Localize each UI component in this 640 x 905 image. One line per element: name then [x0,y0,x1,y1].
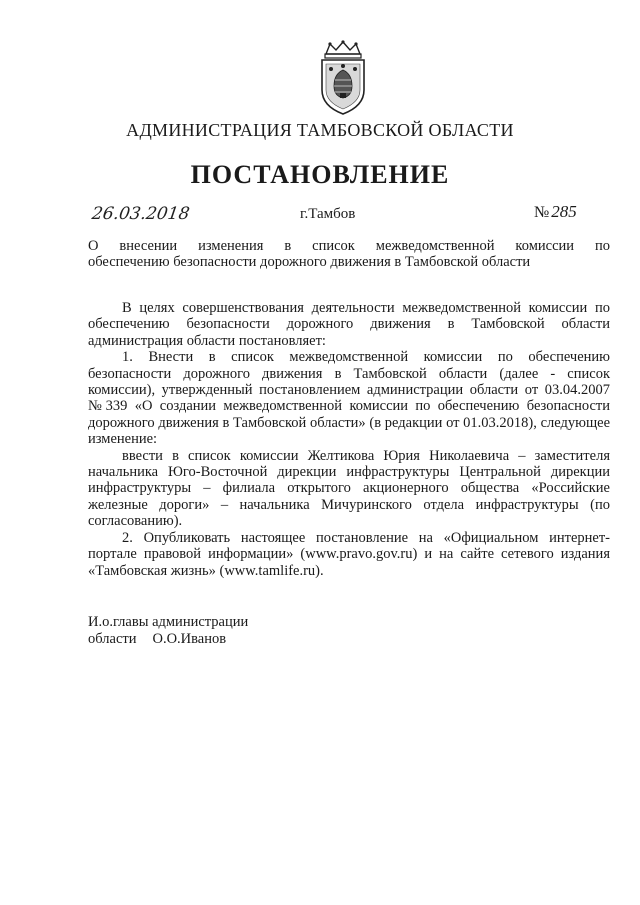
document-number [534,202,577,222]
tambov-coat-of-arms-icon [312,40,374,116]
document-type-title: ПОСТАНОВЛЕНИЕ [190,160,450,189]
document-body [88,300,610,579]
signature-name: О.О.Иванов [152,631,227,647]
signature-block [88,614,248,648]
subject-line-2: обеспечению безопасности дорожного движения в Тамбовской области [88,254,531,270]
number-value: 285 [551,202,577,221]
organization-title: АДМИНИСТРАЦИЯ ТАМБОВСКОЙ ОБЛАСТИ [126,120,514,140]
signature-position-line-2: области [88,631,137,647]
document-subject [88,238,610,270]
signature-row [88,631,248,648]
subject-line-1: О внесении изменения в список межведомственной комиссии по [88,238,610,254]
number-prefix: № [534,204,550,221]
document-city: г.Тамбов [300,206,356,222]
item-1-change-paragraph: ввести в список комиссии Желтикова Юрия Николаевича – заместителя начальника Юго-Восточной дирекции инфраструктуры Центральной дирекции инфраструктуры – филиала открытого акционерного общества «Российские железные дороги» – начальника Мичуринского отдела инфраструктуры (по согласованию). [88,447,610,530]
document-date: 26.03.2018 [90,204,191,224]
signature-position-line-1: И.о.главы администрации [88,614,249,630]
item-1-paragraph: 1. Внести в список межведомственной комиссии по обеспечению безопасности дорожного движения в Тамбовской области (далее - список комиссии), утвержденный постановлением администрации области от 03.04.2007 №339 «О создании межведомственной комиссии по обеспечению безопасности дорожного движения в Тамбовской области» (в редакции от 01.03.2018), следующее изменение: [88,349,610,448]
item-2-paragraph: 2. Опубликовать настоящее постановление на «Официальном интернет-портале правовой информации» (www.pravo.gov.ru) и на сайте сетевого издания «Тамбовская жизнь» (www.tamlife.ru). [88,529,610,579]
preamble-paragraph: В целях совершенствования деятельности межведомственной комиссии по обеспечению безопасности дорожного движения в Тамбовской области администрация области постановляет: [88,300,610,349]
